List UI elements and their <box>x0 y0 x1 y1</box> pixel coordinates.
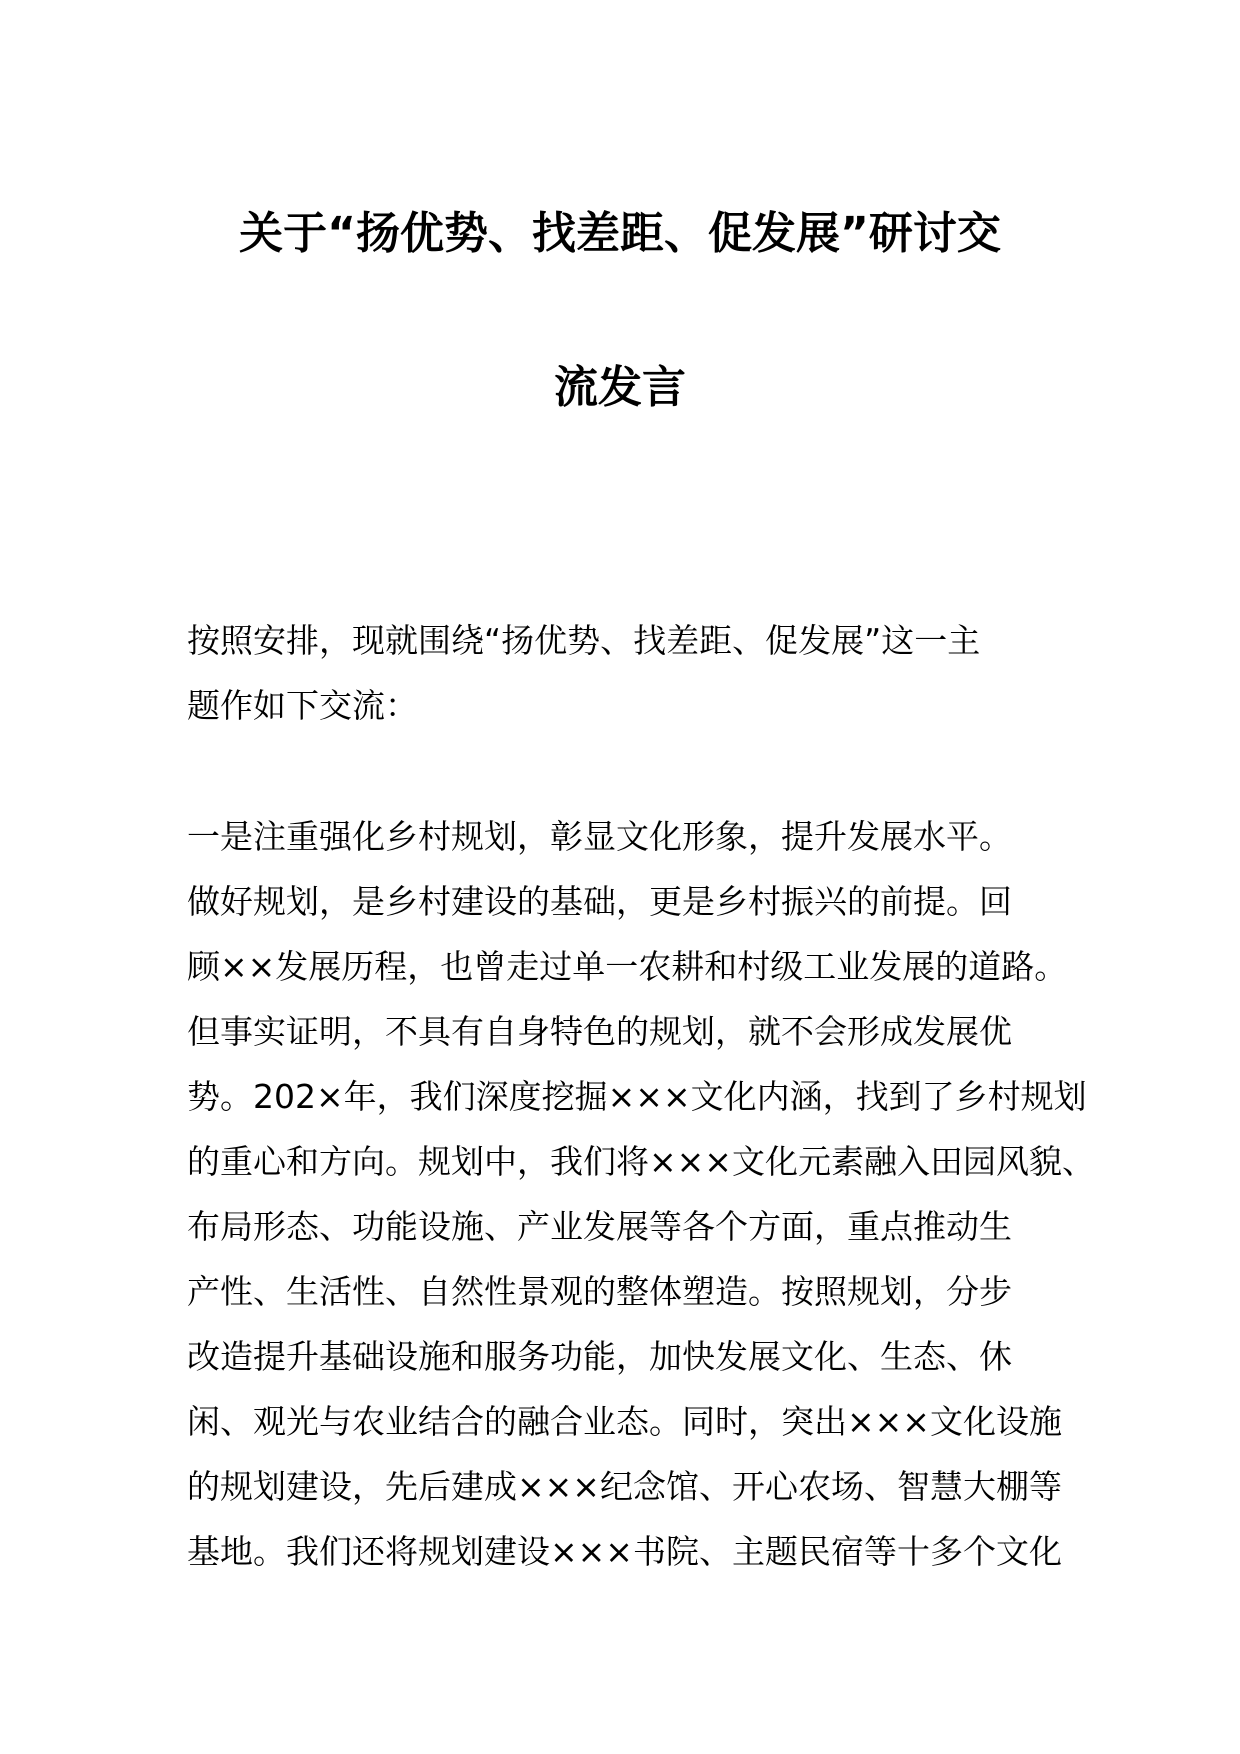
body-paragraph <box>187 804 1095 1584</box>
document-title-line-1: 关于“扬优势、找差距、促发展”研讨交 <box>239 208 1001 259</box>
text-line: 按照安排，现就围绕“扬优势、找差距、促发展”这一主 <box>187 621 981 660</box>
text-line: 基地。我们还将规划建设×××书院、主题民宿等十多个文化 <box>187 1532 1062 1571</box>
text-line: 产性、生活性、自然性景观的整体塑造。按照规划，分步 <box>187 1272 1012 1311</box>
text-line: 势。202×年，我们深度挖掘×××文化内涵，找到了乡村规划 <box>187 1077 1087 1116</box>
text-line: 布局形态、功能设施、产业发展等各个方面，重点推动生 <box>187 1207 1012 1246</box>
text-line: 题作如下交流： <box>187 686 418 725</box>
text-line: 闲、观光与农业结合的融合业态。同时，突出×××文化设施 <box>187 1402 1062 1441</box>
document-title-line-2: 流发言 <box>554 362 686 413</box>
text-line: 改造提升基础设施和服务功能，加快发展文化、生态、休 <box>187 1337 1012 1376</box>
text-line: 的重心和方向。规划中，我们将×××文化元素融入田园风貌、 <box>187 1142 1095 1181</box>
text-line: 顾××发展历程，也曾走过单一农耕和村级工业发展的道路。 <box>187 947 1068 986</box>
text-line: 的规划建设，先后建成×××纪念馆、开心农场、智慧大棚等 <box>187 1467 1062 1506</box>
text-line: 但事实证明，不具有自身特色的规划，就不会形成发展优 <box>187 1012 1012 1051</box>
text-line: 一是注重强化乡村规划，彰显文化形象，提升发展水平。 <box>187 817 1012 856</box>
intro-paragraph <box>187 608 1067 738</box>
text-line: 做好规划，是乡村建设的基础，更是乡村振兴的前提。回 <box>187 882 1012 921</box>
